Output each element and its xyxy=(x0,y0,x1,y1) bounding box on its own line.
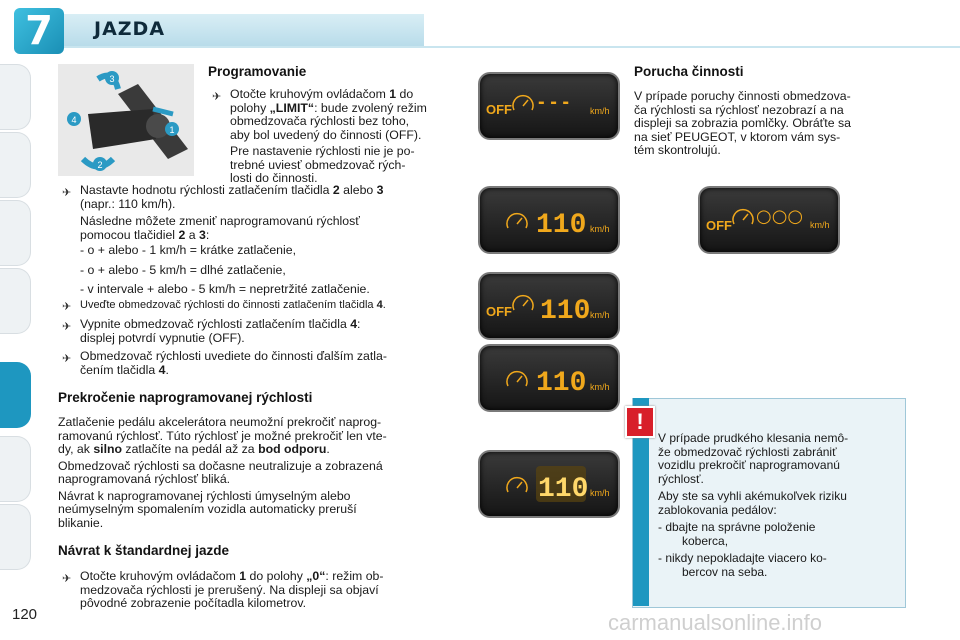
unit-label: km/h xyxy=(810,220,830,230)
warning-dash2-line2: bercov na seba. xyxy=(682,564,768,579)
bullet-icon: ✈ xyxy=(62,321,72,333)
display-failure-dashes xyxy=(478,72,620,140)
warning-line6: zablokovania pedálov: xyxy=(658,502,777,517)
speedo-icon xyxy=(507,478,527,492)
unit-label: km/h xyxy=(590,382,610,392)
unit-label: km/h xyxy=(590,488,610,498)
warning-line5: Aby ste sa vyhli akémukoľvek riziku xyxy=(658,489,847,503)
callout-4: 4 xyxy=(71,115,77,125)
bullet-icon: ✈ xyxy=(62,187,72,199)
speed-readout: 110 xyxy=(540,296,591,327)
bullet-icon: ✈ xyxy=(62,353,72,365)
heading-return: Návrat k štandardnej jazde xyxy=(58,543,230,558)
speedo-icon xyxy=(513,96,533,110)
circles-readout: ○○○ xyxy=(756,206,804,227)
speedo-icon xyxy=(507,214,527,228)
chapter-badge xyxy=(14,8,64,54)
warning-line4: rýchlosť. xyxy=(658,471,704,486)
heading-exceeding: Prekročenie naprogramovanej rýchlosti xyxy=(58,390,313,405)
dash-item-3: - v intervale + alebo - 5 km/h = nepretržité zatlačenie. xyxy=(80,282,370,296)
side-tab-1[interactable] xyxy=(0,64,31,130)
failure-line4: na sieť PEUGEOT, v ktorom vám sys- xyxy=(634,129,841,144)
dash-item-2: - o + alebo - 5 km/h = dlhé zatlačenie, xyxy=(80,262,286,277)
prog-item1-line6: trebné uviesť obmedzovač rých- xyxy=(230,157,406,172)
side-tab-2[interactable] xyxy=(0,132,31,198)
exceed-p2-line2: naprogramovaná rýchlosť bliká. xyxy=(58,472,231,486)
speedo-icon xyxy=(733,210,753,224)
unit-label: km/h xyxy=(590,224,610,234)
warning-line1: V prípade prudkého klesania nemô- xyxy=(658,431,849,445)
bullet-icon: ✈ xyxy=(212,91,222,103)
speed-readout-blinking: 110 xyxy=(538,474,589,505)
unit-label: km/h xyxy=(590,106,610,116)
failure-line2: ča rýchlosti sa rýchlosť nezobrazí a na xyxy=(634,102,844,117)
return-line2: medzovača rýchlosti je prerušený. Na displeji sa objaví xyxy=(80,582,379,597)
speed-readout: 110 xyxy=(536,368,587,399)
exceed-p3-line1: Návrat k naprogramovanej rýchlosti úmyselným alebo xyxy=(58,488,351,503)
stalk-photo xyxy=(58,64,194,176)
off-label: OFF xyxy=(486,304,512,319)
display-speed-blinking xyxy=(478,450,620,518)
warning-line2: že obmedzovač rýchlosti zabrániť xyxy=(658,444,837,459)
exceed-p2-line1: Obmedzovač rýchlosti sa dočasne neutralizuje a zobrazená xyxy=(58,458,383,473)
prog-item1-line1: Otočte kruhovým ovládačom 1 do xyxy=(230,87,414,101)
stalk-illustration xyxy=(58,64,194,176)
dash-item-1: - o + alebo - 1 km/h = krátke zatlačenie, xyxy=(80,243,296,257)
header-divider xyxy=(64,46,960,48)
prog-item1-line5: Pre nastavenie rýchlosti nie je po- xyxy=(230,144,415,158)
warning-dash1-line1: - dbajte na správne položenie xyxy=(658,520,816,534)
page-title: JAZDA xyxy=(94,18,166,40)
prog-item4-line1: Vypnite obmedzovač rýchlosti zatlačením tlačidla 4: xyxy=(80,317,361,331)
failure-line5: tém skontrolujú. xyxy=(634,143,721,157)
prog-item3: Uveďte obmedzovač rýchlosti do činnosti zatlačením tlačidla 4. xyxy=(80,299,386,311)
page-number: 120 xyxy=(12,606,38,623)
exceed-p1-line1: Zatlačenie pedálu akcelerátora neumožní prekročiť naprog- xyxy=(58,415,382,429)
dashes-readout: - - - xyxy=(538,91,570,113)
warning-dash1-line2: koberca, xyxy=(682,533,729,548)
bullet-icon: ✈ xyxy=(62,573,72,585)
prog-item5-line1: Obmedzovač rýchlosti uvediete do činnosti ďalším zatla- xyxy=(80,349,387,363)
heading-failure: Porucha činnosti xyxy=(634,64,744,79)
exceed-p1-line3: dy, ak silno zatlačíte na pedál až za bod odporu. xyxy=(58,442,330,456)
speed-readout: 110 xyxy=(536,210,587,241)
display-failure-circles xyxy=(698,186,840,254)
side-tab-3[interactable] xyxy=(0,200,31,266)
prog-item1-line3: obmedzovača rýchlosti bez toho, xyxy=(230,114,410,128)
return-line3: pôvodné zobrazenie počítadla kilometrov. xyxy=(80,596,307,610)
prog-item2-line3: Následne môžete zmeniť naprogramovanú rýchlosť xyxy=(80,214,360,228)
failure-line3: displeji sa zobrazia pomlčky. Obráťte sa xyxy=(634,116,851,130)
callout-1: 1 xyxy=(169,125,175,135)
display-off-speed xyxy=(478,272,620,340)
exceed-p1-line2: ramovanú rýchlosť. Túto rýchlosť je možné prekročiť len vte- xyxy=(58,428,387,443)
chapter-number: 7 xyxy=(25,8,53,54)
bullet-icon: ✈ xyxy=(62,301,72,313)
prog-item4-line2: displej potvrdí vypnutie (OFF). xyxy=(80,330,245,345)
failure-line1: V prípade poruchy činnosti obmedzova- xyxy=(634,89,851,103)
prog-item2-line2: (napr.: 110 km/h). xyxy=(80,196,176,211)
callout-2: 2 xyxy=(97,160,103,170)
prog-item1-line7: losti do činnosti. xyxy=(230,171,318,185)
side-tab-7[interactable] xyxy=(0,504,31,570)
heading-programming: Programovanie xyxy=(208,64,307,79)
warning-dash2-line1: - nikdy nepokladajte viacero ko- xyxy=(658,551,827,565)
off-label: OFF xyxy=(486,102,512,117)
exceed-p3-line2: neúmyselným spomalením vozidla automaticky preruší xyxy=(58,502,357,516)
unit-label: km/h xyxy=(590,310,610,320)
prog-item1-line4: aby bol uvedený do činnosti (OFF). xyxy=(230,127,422,142)
side-tab-active[interactable] xyxy=(0,362,31,428)
return-line1: Otočte kruhovým ovládačom 1 do polohy „0“: režim ob- xyxy=(80,569,384,583)
prog-item1-line2: polohy „LIMIT“: bude zvolený režim xyxy=(230,100,427,115)
watermark: carmanualsonline.info xyxy=(608,610,823,635)
exceed-p3-line3: blikanie. xyxy=(58,515,104,530)
display-speed-set xyxy=(478,186,620,254)
warning-icon: ! xyxy=(625,406,655,438)
warning-line3: vozidlu prekročiť naprogramovanú xyxy=(658,458,840,472)
side-tab-4[interactable] xyxy=(0,268,31,334)
prog-item5-line2: čením tlačidla 4. xyxy=(80,362,169,377)
off-label: OFF xyxy=(706,218,732,233)
speedo-icon xyxy=(507,372,527,386)
side-tab-6[interactable] xyxy=(0,436,31,502)
callout-3: 3 xyxy=(109,74,115,84)
display-speed-active xyxy=(478,344,620,412)
prog-item2-line1: Nastavte hodnotu rýchlosti zatlačením tlačidla 2 alebo 3 xyxy=(80,183,384,197)
speedo-icon xyxy=(513,296,533,310)
prog-item2-line4: pomocou tlačidiel 2 a 3: xyxy=(80,227,210,242)
